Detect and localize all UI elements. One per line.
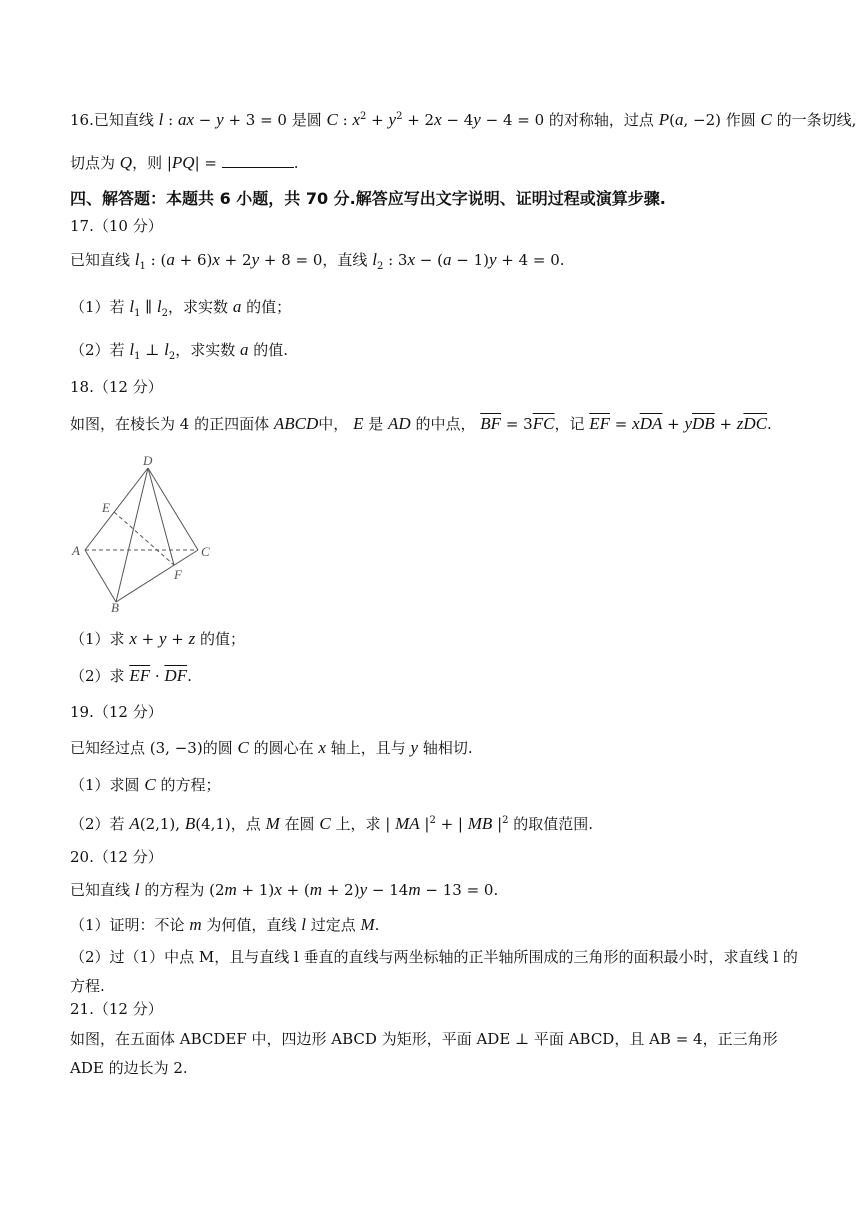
q19-text-d: 轴上，且与 <box>330 739 406 757</box>
q19-p2-d: 上，求 <box>335 815 381 833</box>
label-E: E <box>102 500 110 515</box>
q17-p2-b: ，求实数 <box>175 341 236 359</box>
q19-p2-e: 的取值范围. <box>513 815 594 833</box>
q17-text-b: ，直线 <box>322 251 368 269</box>
q18-stem: 如图，在棱长为 4 的正四面体 ABCD中， E 是 AD 的中点， $\overline{BF} = 3\overline{FC}$，记 $\overline{EF} = x\overline{DA} + y\overline{DB} + z\overline{DC}$. <box>70 414 772 433</box>
q18-p1-b: 的值； <box>200 630 246 648</box>
q20-stem: 已知直线 l 的方程为 (2m + 1)x + (m + 2)y − 14m − 13 = 0. <box>70 880 499 899</box>
edge-BC <box>116 550 198 602</box>
q19-text-b: 的圆 <box>202 739 233 757</box>
q17-p2-c: 的值. <box>253 341 289 359</box>
q16-text-f: 切点为 <box>70 154 116 172</box>
q18-text-c: 是 <box>368 415 384 433</box>
q18-part2: （2）求 $\overline{EF} \cdot \overline{DF}$. <box>70 666 192 685</box>
q17-p2-a: （2）若 <box>70 341 125 359</box>
q18-p1-a: （1）求 <box>70 630 125 648</box>
q19-p2-b: ，点 <box>230 815 261 833</box>
q21-stem: 如图，在五面体 ABCDEF 中，四边形 ABCD 为矩形，平面 ADE ⊥ 平面 ABCD，且 AB = 4，正三角形 ADE 的边长为 2. <box>70 1030 778 1077</box>
q17-part1: （1）若 $l_1$ ∥ $l_2$，求实数 a 的值； <box>70 297 292 319</box>
q17-part2: （2）若 $l_1$ ⊥ $l_2$，求实数 a 的值. <box>70 340 289 362</box>
label-F: F <box>174 567 182 582</box>
q20-p1-b: 为何值，直线 <box>206 916 297 934</box>
edge-AB <box>85 550 116 602</box>
q16-text-b: 是圆 <box>291 111 322 129</box>
q17-p1-a: （1）若 <box>70 298 125 316</box>
q18-number: 18.（12 分） <box>70 378 163 396</box>
q19-p1-b: 的方程； <box>160 776 221 794</box>
q19-part1: （1）求圆 C 的方程； <box>70 775 221 794</box>
q16-text-d: 作圆 <box>725 111 756 129</box>
label-C: C <box>201 544 210 559</box>
tetrahedron-figure <box>70 450 220 615</box>
q17-text-a: 已知直线 <box>70 251 131 269</box>
q20-text-a: 已知直线 <box>70 881 131 899</box>
q20-text-b: 的方程为 <box>144 881 205 899</box>
q19-text-a: 已知经过点 <box>70 739 146 757</box>
q20-part1: （1）证明：不论 m 为何值，直线 l 过定点 M. <box>70 915 380 934</box>
q17-stem: 已知直线 $l_1$ : (a + 6)x + 2y + 8 = 0，直线 $l_2$ : 3x − (a − 1)y + 4 = 0. <box>70 250 565 272</box>
q18-p2-a: （2）求 <box>70 667 125 685</box>
edge-DC <box>148 468 198 550</box>
q19-text-e: 轴相切. <box>422 739 473 757</box>
q16-text-a: 16.已知直线 <box>70 111 154 129</box>
label-D: D <box>143 453 153 468</box>
label-A: A <box>72 543 80 558</box>
q19-stem: 已知经过点 (3, −3)的圆 C 的圆心在 x 轴上，且与 y 轴相切. <box>70 738 473 757</box>
q18-text-a: 如图，在棱长为 4 的正四面体 <box>70 415 270 433</box>
q19-p1-a: （1）求圆 <box>70 776 140 794</box>
answer-blank[interactable] <box>222 153 294 168</box>
q20-number: 20.（12 分） <box>70 848 163 866</box>
math: l <box>158 110 164 129</box>
q19-p2-a: （2）若 <box>70 815 125 833</box>
q16-text-h: . <box>293 154 299 172</box>
q18-text-e: ，记 <box>554 415 585 433</box>
q19-number: 19.（12 分） <box>70 703 163 721</box>
q18-text-d: 的中点， <box>415 415 476 433</box>
q20-p1-c: 过定点 <box>310 916 356 934</box>
label-B: B <box>111 600 119 615</box>
q21-number: 21.（12 分） <box>70 1000 163 1018</box>
q19-p2-c: 在圆 <box>284 815 315 833</box>
section-heading: 四、解答题：本题共 6 小题，共 70 分.解答应写出文字说明、证明过程或演算步骤. <box>70 189 666 208</box>
q18-part1: （1）求 x + y + z 的值； <box>70 629 246 648</box>
q20-part2: （2）过（1）中点 M，且与直线 l 垂直的直线与两坐标轴的正半轴所围成的三角形的面积最小时，求直线 l 的方程. <box>70 948 798 995</box>
q16-line1: 16.已知直线 l : ax − y + 3 = 0 是圆 C : $x^2 + y^2 + 2x - 4y - 4 = 0$ 的对称轴，过点 P(a, −2) 作圆 C 的一条切线, <box>70 110 857 129</box>
q17-number: 17.（10 分） <box>70 217 163 235</box>
segment-EF-dashed <box>114 512 174 565</box>
q18-text-b: 中， <box>318 415 349 433</box>
q16-text-c: 的对称轴，过点 <box>548 111 654 129</box>
q19-part2: （2）若 A(2,1), B(4,1)，点 M 在圆 C 上，求 | MA $|^2$ + | MB $|^2$ 的取值范围. <box>70 814 594 833</box>
q17-p1-c: 的值； <box>246 298 292 316</box>
q16-text-e: 的一条切线, <box>776 111 857 129</box>
q17-p1-b: ，求实数 <box>168 298 229 316</box>
q16-text-g: ，则 <box>132 154 163 172</box>
q16-line2: 切点为 Q，则 |PQ| = . <box>70 153 299 172</box>
q20-p1-a: （1）证明：不论 <box>70 916 185 934</box>
q19-text-c: 的圆心在 <box>253 739 314 757</box>
